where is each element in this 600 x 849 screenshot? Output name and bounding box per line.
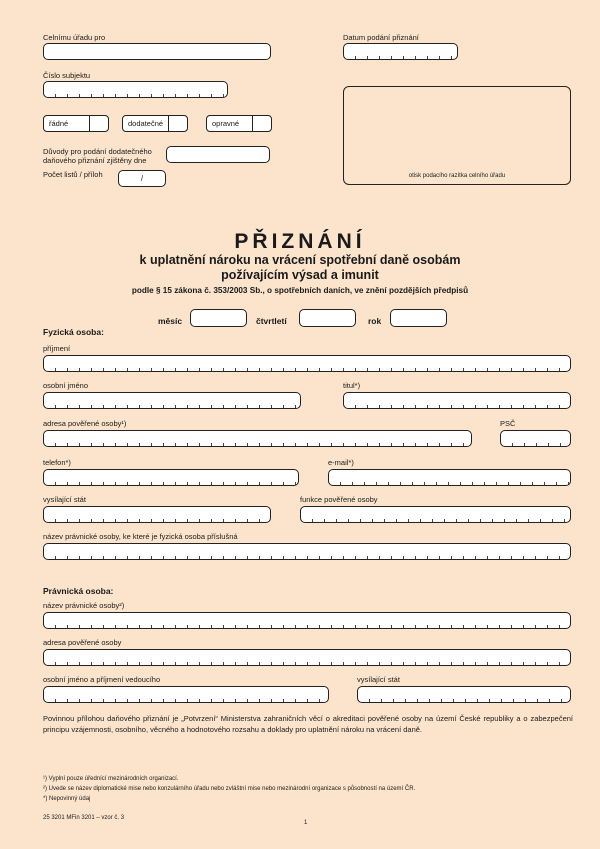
pravnicka-stat-input[interactable]	[357, 686, 571, 703]
nazev-pravnicke-input[interactable]	[43, 543, 571, 560]
vysilajici-stat-label: vysílající stát	[43, 495, 86, 504]
checkbox-radne[interactable]	[43, 115, 109, 132]
page-title: PŘIZNÁNÍ	[234, 230, 366, 253]
footnote-3: *) Nepovinný údaj	[43, 796, 91, 802]
rok-label: rok	[368, 316, 382, 326]
checkbox-radne-label: řádné	[49, 119, 69, 128]
checkbox-dodatecne[interactable]	[122, 115, 188, 132]
prijmeni-input[interactable]	[43, 355, 571, 372]
mesic-label: měsíc	[158, 316, 183, 326]
pravnicka-heading: Právnická osoba:	[43, 586, 114, 596]
cislo-subjektu-label: Číslo subjektu	[43, 71, 91, 80]
stamp-box	[343, 86, 571, 185]
osobni-jmeno-label: osobní jméno	[43, 381, 89, 390]
jmeno-vedouciho-input[interactable]	[43, 686, 329, 703]
psc-label: PSČ	[500, 419, 516, 428]
cislo-subjektu-input[interactable]	[43, 81, 228, 98]
checkbox-opravne[interactable]	[206, 115, 272, 132]
adresa-label: adresa pověřené osoby¹)	[43, 419, 127, 428]
titul-label: titul*)	[343, 381, 361, 390]
fyzicka-heading: Fyzická osoba:	[43, 327, 104, 337]
celni-urad-label: Celnímu úřadu pro	[43, 33, 106, 42]
pocet-listu-input[interactable]: /	[118, 170, 166, 187]
adresa-input[interactable]	[43, 430, 472, 447]
funkce-label: funkce pověřené osoby	[300, 495, 378, 504]
footnote-2: ²) Uvede se název diplomatické mise nebo konzulárního úřadu nebo zvláštní mise nebo mezinárodní organizace s působností na území ČR.	[43, 786, 416, 792]
footnote-1: ¹) Vyplní pouze úřednící mezinárodních organizací.	[43, 776, 179, 782]
telefon-label: telefon*)	[43, 458, 71, 467]
vysilajici-stat-input[interactable]	[43, 506, 271, 523]
checkbox-dodatecne-label: dodatečné	[128, 119, 164, 128]
duvody-label-1: Důvody pro podání dodatečného	[43, 147, 152, 156]
attachment-note: Povinnou přílohou daňového přiznání je „Potvrzení“ Ministerstva zahraničních věcí o akreditaci pověřené osoby na území České republiky a o zabezpečení principu vzájemnosti, osobního, věcného a hodnotového rozsahu a doklady pro uplatnění nároku na vrácení daně.	[43, 714, 573, 734]
page-number: 1	[304, 820, 308, 826]
osobni-jmeno-input[interactable]	[43, 392, 301, 409]
rok-input[interactable]	[390, 309, 447, 327]
titul-input[interactable]	[343, 392, 571, 409]
duvody-label-2: daňového přiznání zjištěny dne	[43, 156, 147, 165]
pocet-listu-label: Počet listů / příloh	[43, 170, 103, 179]
email-label: e-mail*)	[328, 458, 354, 467]
form-code: 25 3201 MFin 3201 – vzor č. 3	[43, 815, 125, 821]
nazev-pravnicke-label: název právnické osoby, ke které je fyzická osoba příslušná	[43, 532, 238, 541]
prijmeni-label: příjmení	[43, 344, 71, 353]
psc-input[interactable]	[500, 430, 571, 447]
mesic-input[interactable]	[190, 309, 247, 327]
title-line-2: požívajícím výsad a imunit	[221, 268, 379, 282]
funkce-input[interactable]	[300, 506, 571, 523]
checkbox-opravne-label: opravné	[212, 119, 240, 128]
datum-input[interactable]	[343, 43, 458, 60]
pravnicka-stat-label: vysílající stát	[357, 675, 400, 684]
celni-urad-input[interactable]	[43, 43, 271, 60]
duvody-date-input[interactable]	[166, 146, 270, 163]
email-input[interactable]	[328, 469, 571, 486]
ctvrtleti-label: čtvrtletí	[256, 316, 287, 326]
datum-label: Datum podání přiznání	[343, 33, 419, 42]
ctvrtleti-input[interactable]	[299, 309, 356, 327]
pravnicka-nazev-input[interactable]	[43, 612, 571, 629]
pravnicka-adresa-input[interactable]	[43, 649, 571, 666]
title-line-3: podle § 15 zákona č. 353/2003 Sb., o spotřebních daních, ve znění pozdějších předpisů	[131, 286, 469, 295]
jmeno-vedouciho-label: osobní jméno a příjmení vedoucího	[43, 675, 161, 684]
title-line-1: k uplatnění nároku na vrácení spotřební daně osobám	[139, 253, 461, 267]
pravnicka-nazev-label: název právnické osoby²)	[43, 601, 125, 610]
pravnicka-adresa-label: adresa pověřené osoby	[43, 638, 122, 647]
telefon-input[interactable]	[43, 469, 299, 486]
stamp-label: otisk podacího razítka celního úřadu	[408, 173, 506, 179]
